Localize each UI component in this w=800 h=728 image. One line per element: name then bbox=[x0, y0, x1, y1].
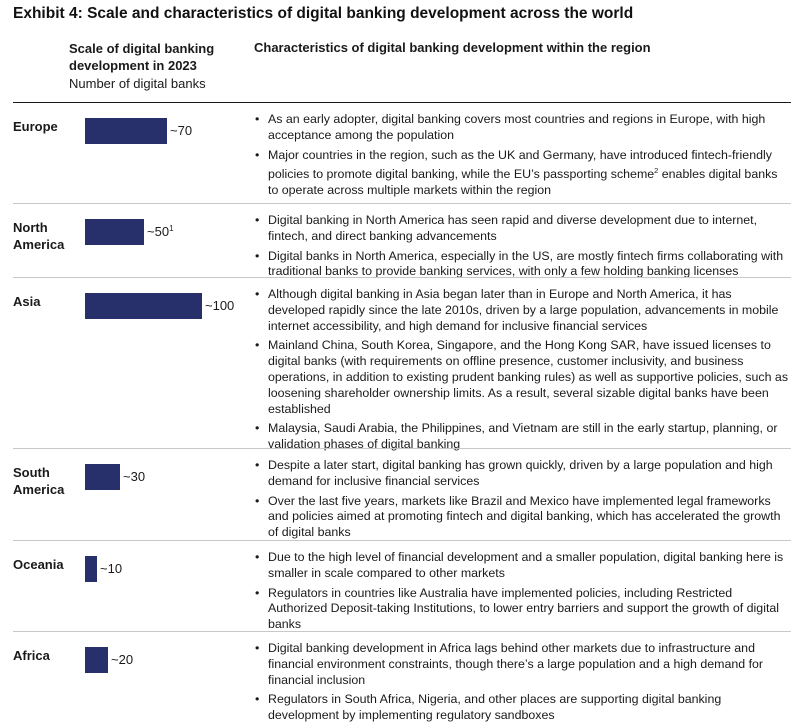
characteristic-bullet: • Although digital banking in Asia began later than in Europe and North America, it has developed rapidly since the late 2010s, driven by a large population, advancements in mobile internet accessibility, and high demand for inclusive financial services bbox=[253, 287, 789, 334]
region-label: Africa bbox=[13, 648, 50, 663]
scale-column-header bbox=[69, 40, 239, 92]
bar-africa bbox=[85, 647, 108, 673]
characteristics-list bbox=[253, 550, 789, 637]
characteristic-bullet: • Malaysia, Saudi Arabia, the Philippines, and Vietnam are still in the early startup, planning, or validation phases of digital banking bbox=[253, 421, 789, 453]
region-row-europe bbox=[13, 103, 791, 203]
characteristic-bullet: • Regulators in countries like Australia have implemented policies, including Restricted Authorized Deposit-taking Institutions, to lower entry barriers and support the growth of digital banks bbox=[253, 586, 789, 633]
bar-value-label: $\sim 50^1$ bbox=[147, 224, 174, 239]
bar-value-label: ~70 bbox=[170, 123, 193, 138]
scale-column-subtitle: Number of digital banks bbox=[69, 76, 206, 91]
bar-asia bbox=[85, 293, 202, 319]
region-row-north-america bbox=[13, 203, 791, 278]
scale-column-title: Scale of digital banking development in 2023 bbox=[69, 41, 215, 73]
characteristic-bullet: • Digital banking in North America has seen rapid and diverse development due to internet, fintech, and direct banking advancements bbox=[253, 213, 789, 245]
region-row-south-america bbox=[13, 448, 791, 541]
region-label: North America bbox=[13, 220, 65, 252]
characteristics-list bbox=[253, 287, 789, 457]
bar-value-label: ~30 bbox=[123, 469, 146, 484]
footnote-marker: 1 bbox=[169, 224, 174, 233]
exhibit-title: Exhibit 4: Scale and characteristics of digital banking development across the world bbox=[13, 5, 634, 22]
region-label: South America bbox=[13, 465, 65, 497]
characteristics-list bbox=[253, 458, 789, 545]
characteristic-bullet: • Major countries in the region, such as the UK and Germany, have introduced fintech-friendly policies to promote digital banking, while the EU’s passporting scheme$^2$ enables digital banks to operate across multiple markets within the region bbox=[253, 148, 789, 199]
characteristics-column-title: Characteristics of digital banking development within the region bbox=[254, 40, 651, 55]
characteristic-bullet: • Digital banking development in Africa lags behind other markets due to infrastructure and financial environment constraints, though there’s a large population and a high demand for financial inclusion bbox=[253, 641, 789, 688]
characteristics-list bbox=[253, 213, 789, 284]
characteristic-bullet: • Digital banks in North America, especially in the US, are mostly fintech firms collaborating with traditional banks to provide banking services, with only a few holding banking licenses bbox=[253, 249, 789, 281]
bar-europe bbox=[85, 118, 167, 144]
region-label: Europe bbox=[13, 119, 58, 134]
region-label: Asia bbox=[13, 294, 41, 309]
bar-value-label: ~100 bbox=[205, 298, 235, 313]
region-row-asia bbox=[13, 277, 791, 452]
characteristic-bullet: • Regulators in South Africa, Nigeria, and other places are supporting digital banking development by implementing regulatory sandboxes bbox=[253, 692, 789, 724]
bar-north-america bbox=[85, 219, 144, 245]
bar-oceania bbox=[85, 556, 97, 582]
characteristic-bullet: • Despite a later start, digital banking has grown quickly, driven by a large population and high demand for inclusive financial services bbox=[253, 458, 789, 490]
region-row-oceania bbox=[13, 540, 791, 632]
bar-south-america bbox=[85, 464, 120, 490]
region-label: Oceania bbox=[13, 557, 64, 572]
characteristics-list bbox=[253, 112, 789, 203]
characteristic-bullet: • As an early adopter, digital banking covers most countries and regions in Europe, with high acceptance among the population bbox=[253, 112, 789, 144]
bar-value-label: ~10 bbox=[100, 561, 123, 576]
bar-value-label: ~20 bbox=[111, 652, 134, 667]
characteristic-bullet: • Mainland China, South Korea, Singapore, and the Hong Kong SAR, have issued licenses to digital banks (with requirements on offline presence, customer inclusivity, and business operations, in addition to existing prudent banking rules) as well as supportive policies, such as loosening shareholder ownership limits. As a result, several sizable digital banks have been established bbox=[253, 338, 789, 417]
characteristic-bullet: • Over the last five years, markets like Brazil and Mexico have implemented legal frameworks and policies aimed at promoting fintech and digital banking, which has accelerated the growth of digital banks bbox=[253, 494, 789, 541]
characteristics-list bbox=[253, 641, 789, 728]
footnote-marker: 2 bbox=[654, 166, 659, 176]
region-row-africa bbox=[13, 631, 791, 723]
characteristic-bullet: • Due to the high level of financial development and a smaller population, digital banking here is smaller in scale compared to other markets bbox=[253, 550, 789, 582]
